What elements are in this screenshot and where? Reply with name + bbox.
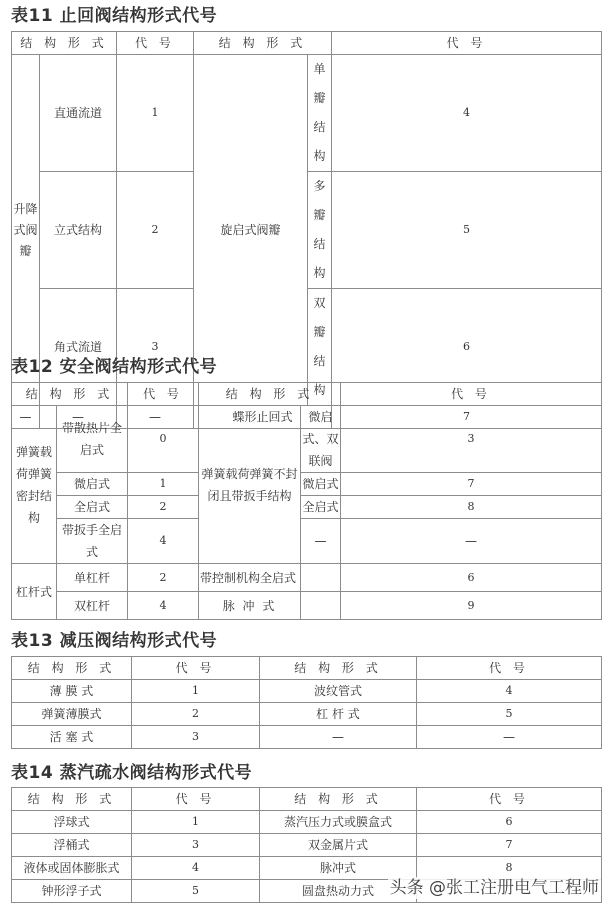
form-cell: 液体或固体膨胀式: [12, 857, 132, 880]
code-cell: 5: [417, 703, 602, 726]
group-spring-sealed: 弹簧载荷弹簧密封结构: [12, 406, 57, 564]
form-cell: 薄 膜 式: [12, 680, 132, 703]
header-code: 代 号: [132, 657, 260, 680]
form-cell: 活 塞 式: [12, 726, 132, 749]
watermark: 头条 @张工注册电气工程师: [389, 878, 599, 898]
table-12: [11, 382, 602, 620]
code-cell: 8: [417, 857, 602, 880]
form-cell: 圆盘热动力式: [260, 880, 417, 903]
empty-cell: [301, 592, 341, 620]
form-cell: 杠 杆 式: [260, 703, 417, 726]
header-code: 代 号: [117, 32, 194, 55]
header-form: 结 构 形 式: [194, 32, 332, 55]
dash-cell: —: [40, 406, 117, 429]
code-cell: 1: [132, 811, 260, 834]
table-11-title: 表11 止回阀结构形式代号: [11, 6, 218, 26]
code-cell: 7: [332, 406, 602, 429]
header-code: 代 号: [128, 383, 199, 406]
header-form: 结 构 形 式: [12, 788, 132, 811]
dash-cell: —: [341, 519, 602, 564]
group-swing-disc: 旋启式阀瓣: [194, 55, 308, 406]
code-cell: 2: [117, 172, 194, 289]
table-row: [12, 834, 602, 857]
code-cell: 7: [417, 834, 602, 857]
header-form: 结 构 形 式: [260, 788, 417, 811]
form-cell: 钟形浮子式: [12, 880, 132, 903]
code-cell: 2: [132, 703, 260, 726]
table-14-title: 表14 蒸汽疏水阀结构形式代号: [11, 763, 253, 783]
header-form: 结 构 形 式: [260, 657, 417, 680]
header-form: 结 构 形 式: [12, 383, 128, 406]
code-cell: 4: [417, 680, 602, 703]
group-lift-disc: 升降式阀瓣: [12, 55, 40, 406]
code-cell: 5: [332, 172, 602, 289]
form-cell: 微启式、双联阀: [301, 406, 341, 473]
group-spring-unsealed-wrench: 弹簧载荷弹簧不封闭且带扳手结构: [199, 406, 301, 564]
dash-cell: —: [301, 519, 341, 564]
table-13-title: 表13 减压阀结构形式代号: [11, 631, 218, 651]
form-cell: 蒸汽压力式或膜盒式: [260, 811, 417, 834]
table-row: [12, 726, 602, 749]
table-13: [11, 656, 602, 749]
code-cell: 3: [132, 834, 260, 857]
table-row: [12, 680, 602, 703]
code-cell: 3: [117, 289, 194, 406]
form-cell: 浮球式: [12, 811, 132, 834]
code-cell: 1: [117, 55, 194, 172]
code-cell: 2: [128, 496, 199, 519]
form-cell: 浮桶式: [12, 834, 132, 857]
form-cell: 带控制机构全启式: [199, 564, 301, 592]
code-cell: 8: [341, 496, 602, 519]
code-cell: 5: [132, 880, 260, 903]
form-cell: 立式结构: [40, 172, 117, 289]
form-cell: 脉冲式: [260, 857, 417, 880]
code-cell: 1: [128, 473, 199, 496]
form-cell: 波纹管式: [260, 680, 417, 703]
code-cell: 7: [341, 473, 602, 496]
code-cell: 4: [132, 857, 260, 880]
code-cell: 6: [341, 564, 602, 592]
code-cell: 6: [332, 289, 602, 406]
form-cell: 双金属片式: [260, 834, 417, 857]
group-lever: 杠杆式: [12, 564, 57, 620]
form-cell: 带扳手全启式: [57, 519, 128, 564]
header-code: 代 号: [332, 32, 602, 55]
code-cell: 4: [332, 55, 602, 172]
header-code: 代 号: [417, 657, 602, 680]
code-cell: 9: [341, 592, 602, 620]
code-cell: 6: [417, 811, 602, 834]
header-code: 代 号: [417, 788, 602, 811]
form-cell: 双杠杆: [57, 592, 128, 620]
form-cell: 角式流道: [40, 289, 117, 406]
code-cell: 4: [128, 519, 199, 564]
code-cell: 0: [128, 406, 199, 473]
header-code: 代 号: [132, 788, 260, 811]
code-cell: 4: [128, 592, 199, 620]
header-form: 结 构 形 式: [12, 657, 132, 680]
table-row: [12, 703, 602, 726]
header-code: 代 号: [341, 383, 602, 406]
form-cell-vertical: 多 瓣 结 构: [308, 172, 332, 289]
form-cell: 全启式: [57, 496, 128, 519]
dash-cell: —: [12, 406, 40, 429]
code-cell: 1: [132, 680, 260, 703]
code-cell: 3: [132, 726, 260, 749]
code-cell: 3: [341, 406, 602, 473]
table-row: [12, 811, 602, 834]
form-cell: 直通流道: [40, 55, 117, 172]
form-cell: 弹簧薄膜式: [12, 703, 132, 726]
form-cell: 带散热片全启式: [57, 406, 128, 473]
header-form: 结 构 形 式: [12, 32, 117, 55]
form-cell-vertical: 单 瓣 结 构: [308, 55, 332, 172]
dash-cell: —: [117, 406, 194, 429]
code-cell: 2: [128, 564, 199, 592]
header-form: 结 构 形 式: [199, 383, 341, 406]
form-cell: 全启式: [301, 496, 341, 519]
form-cell-vertical: 双 瓣 结 构: [308, 289, 332, 406]
form-cell: 微启式: [57, 473, 128, 496]
form-cell: 单杠杆: [57, 564, 128, 592]
form-cell: 蝶形止回式: [194, 406, 332, 429]
dash-cell: —: [417, 726, 602, 749]
table-12-title: 表12 安全阀结构形式代号: [11, 357, 218, 377]
dash-cell: —: [260, 726, 417, 749]
empty-cell: [301, 564, 341, 592]
form-cell: 微启式: [301, 473, 341, 496]
form-cell: 脉 冲 式: [199, 592, 301, 620]
